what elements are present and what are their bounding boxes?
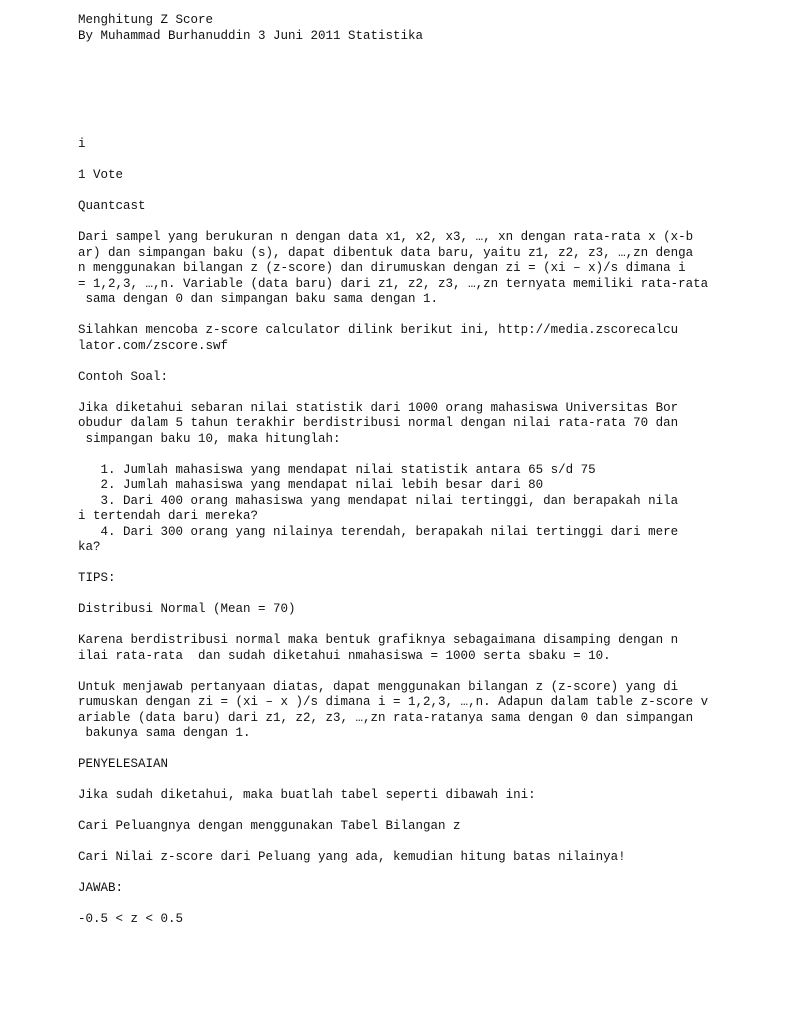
normal-line: Karena berdistribusi normal maka bentuk grafiknya sebagaimana disamping dengan n xyxy=(78,633,679,647)
normal-paragraph xyxy=(78,633,778,664)
intro-line: sama dengan 0 dan simpangan baku sama dengan 1. xyxy=(78,292,439,306)
question-line: ka? xyxy=(78,540,101,554)
tips-heading: TIPS: xyxy=(78,571,116,585)
intro-line: Dari sampel yang berukuran n dengan data x1, x2, x3, …, xn dengan rata-rata x (x-b xyxy=(78,230,694,244)
question-line: i tertendah dari mereka? xyxy=(78,509,259,523)
calculator-line: Silahkan mencoba z-score calculator dilink berikut ini, http://media.zscorecalcu xyxy=(78,323,679,337)
marker-text: i xyxy=(78,137,86,151)
quantcast-label: Quantcast xyxy=(78,199,146,213)
empty-space xyxy=(78,44,778,137)
intro-paragraph xyxy=(78,230,778,308)
article-byline: By Muhammad Burhanuddin 3 Juni 2011 Statistika xyxy=(78,28,424,43)
problem-line: simpangan baku 10, maka hitunglah: xyxy=(78,431,341,446)
question-line: 1. Jumlah mahasiswa yang mendapat nilai statistik antara 65 s/d 75 xyxy=(78,462,596,477)
problem-line: obudur dalam 5 tahun terakhir berdistribusi normal dengan nilai rata-rata 70 dan xyxy=(78,416,679,430)
article-title: Menghitung Z Score xyxy=(78,13,214,27)
distribution-label: Distribusi Normal (Mean = 70) xyxy=(78,602,296,616)
example-heading: Contoh Soal: xyxy=(78,369,169,384)
problem-paragraph xyxy=(78,401,778,448)
vote-count: 1 Vote xyxy=(78,168,124,182)
calculator-line: lator.com/zscore.swf xyxy=(78,338,229,353)
method-line: ariable (data baru) dari z1, z2, z3, …,zn rata-ratanya sama dengan 0 dan simpangan xyxy=(78,710,694,725)
method-line: bakunya sama dengan 1. xyxy=(78,726,251,740)
question-line: 3. Dari 400 orang mahasiswa yang mendapat nilai tertinggi, dan berapakah nila xyxy=(78,493,679,508)
question-line: 2. Jumlah mahasiswa yang mendapat nilai lebih besar dari 80 xyxy=(78,478,544,492)
method-line: rumuskan dengan zi = (xi – x )/s dimana i = 1,2,3, …,n. Adapun dalam table z-score v xyxy=(78,695,709,709)
intro-line: = 1,2,3, …,n. Variable (data baru) dari z1, z2, z3, …,zn ternyata memiliki rata-rata xyxy=(78,276,709,291)
calculator-paragraph xyxy=(78,323,778,354)
solution-step: Cari Peluangnya dengan menggunakan Tabel Bilangan z xyxy=(78,819,461,833)
intro-line: ar) dan simpangan baku (s), dapat dibentuk data baru, yaitu z1, z2, z3, …,zn denga xyxy=(78,245,694,260)
method-line: Untuk menjawab pertanyaan diatas, dapat menggunakan bilangan z (z-score) yang di xyxy=(78,679,679,694)
problem-line: Jika diketahui sebaran nilai statistik dari 1000 orang mahasiswa Universitas Bor xyxy=(78,400,679,415)
intro-line: n menggunakan bilangan z (z-score) dan dirumuskan dengan zi = (xi – x)/s dimana i xyxy=(78,261,686,275)
solution-step: Jika sudah diketahui, maka buatlah tabel seperti dibawah ini: xyxy=(78,788,536,802)
answer-heading: JAWAB: xyxy=(78,881,124,895)
questions-list xyxy=(78,463,778,556)
method-paragraph xyxy=(78,680,778,742)
document-page xyxy=(78,13,778,928)
solution-heading: PENYELESAIAN xyxy=(78,757,169,771)
question-line: 4. Dari 300 orang yang nilainya terendah, berapakah nilai tertinggi dari mere xyxy=(78,524,679,539)
answer-first-range: -0.5 < z < 0.5 xyxy=(78,912,184,926)
normal-line: ilai rata-rata dan sudah diketahui nmahasiswa = 1000 serta sbaku = 10. xyxy=(78,648,611,663)
solution-step: Cari Nilai z-score dari Peluang yang ada, kemudian hitung batas nilainya! xyxy=(78,850,626,864)
